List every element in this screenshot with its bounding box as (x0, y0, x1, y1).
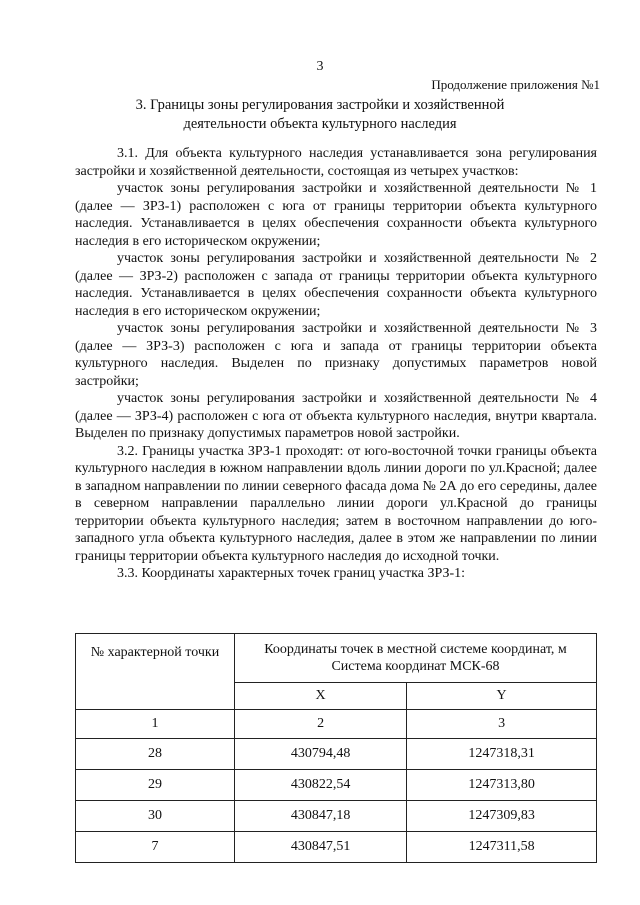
header-point-number: № характерной точки (76, 634, 235, 710)
table-row (76, 770, 597, 801)
point-cell: 30 (76, 801, 235, 832)
point-cell: 28 (76, 739, 235, 770)
x-cell: 430822,54 (235, 770, 407, 801)
x-cell: 430847,51 (235, 832, 407, 863)
header-coordinates-line-1: Координаты точек в местной системе координат, м (264, 642, 567, 657)
table-row (76, 832, 597, 863)
y-cell: 1247313,80 (407, 770, 597, 801)
paragraph-zrz-3: участок зоны регулирования застройки и хозяйственной деятельности № 3 (далее — ЗРЗ-3) расположен с юга и запада от границы территории объекта культурного наследия. Выделен по признаку допустимых параметров новой застройки; (75, 321, 597, 389)
table-row (76, 801, 597, 832)
x-cell: 430794,48 (235, 739, 407, 770)
y-cell: 1247311,58 (407, 832, 597, 863)
header-coordinates-line-2: Система координат МСК-68 (331, 659, 500, 674)
index-cell: 1 (76, 710, 235, 739)
point-cell: 7 (76, 832, 235, 863)
header-x: X (235, 683, 407, 710)
y-cell: 1247318,31 (407, 739, 597, 770)
paragraph-3-2: 3.2. Границы участка ЗРЗ-1 проходят: от юго-восточной точки границы объекта культурного наследия в южном направлении вдоль линии дороги по ул.Красной; далее в западном направлении по линии северного фасада дома № 2А до его середины, далее в северном направлении параллельно линии дороги ул.Красной до границы территории объекта культурного наследия; затем в восточном направлении до юго-западного угла объекта культурного наследия, далее в этом же направлении по линии границы территории объекта культурного наследия до исходной точки. (75, 443, 597, 564)
section-heading-line-1: 3. Границы зоны регулирования застройки и хозяйственной (135, 97, 505, 113)
section-heading (100, 96, 540, 134)
point-cell: 29 (76, 770, 235, 801)
paragraph-3-3: 3.3. Координаты характерных точек границ участка ЗРЗ-1: (117, 566, 466, 581)
body-text (75, 145, 597, 583)
table-row (76, 739, 597, 770)
page-number: 3 (316, 59, 324, 74)
header-y: Y (407, 683, 597, 710)
y-cell: 1247309,83 (407, 801, 597, 832)
coordinates-table (75, 633, 597, 863)
paragraph-3-1: 3.1. Для объекта культурного наследия устанавливается зона регулирования застройки и хозяйственной деятельности, состоящая из четырех участков: (75, 146, 597, 179)
x-cell: 430847,18 (235, 801, 407, 832)
paragraph-zrz-4: участок зоны регулирования застройки и хозяйственной деятельности № 4 (далее — ЗРЗ-4) расположен с юга от объекта культурного наследия, внутри квартала. Выделен по признаку допустимых параметров новой застройки. (75, 391, 597, 441)
appendix-note: Продолжение приложения №1 (431, 77, 600, 92)
index-cell: 2 (235, 710, 407, 739)
index-cell: 3 (407, 710, 597, 739)
table-index-row (76, 710, 597, 739)
paragraph-zrz-1: участок зоны регулирования застройки и хозяйственной деятельности № 1 (далее — ЗРЗ-1) расположен с юга от границы территории объекта культурного наследия. Устанавливается в целях обеспечения сохранности объекта культурного наследия в его историческом окружении; (75, 181, 597, 249)
table-header-row (76, 634, 597, 683)
header-coordinates (235, 634, 597, 683)
paragraph-zrz-2: участок зоны регулирования застройки и хозяйственной деятельности № 2 (далее — ЗРЗ-2) расположен с запада от границы территории объекта культурного наследия. Устанавливается в целях обеспечения сохранности объекта культурного наследия в его историческом окружении; (75, 251, 597, 319)
section-heading-line-2: деятельности объекта культурного наследия (183, 116, 457, 132)
